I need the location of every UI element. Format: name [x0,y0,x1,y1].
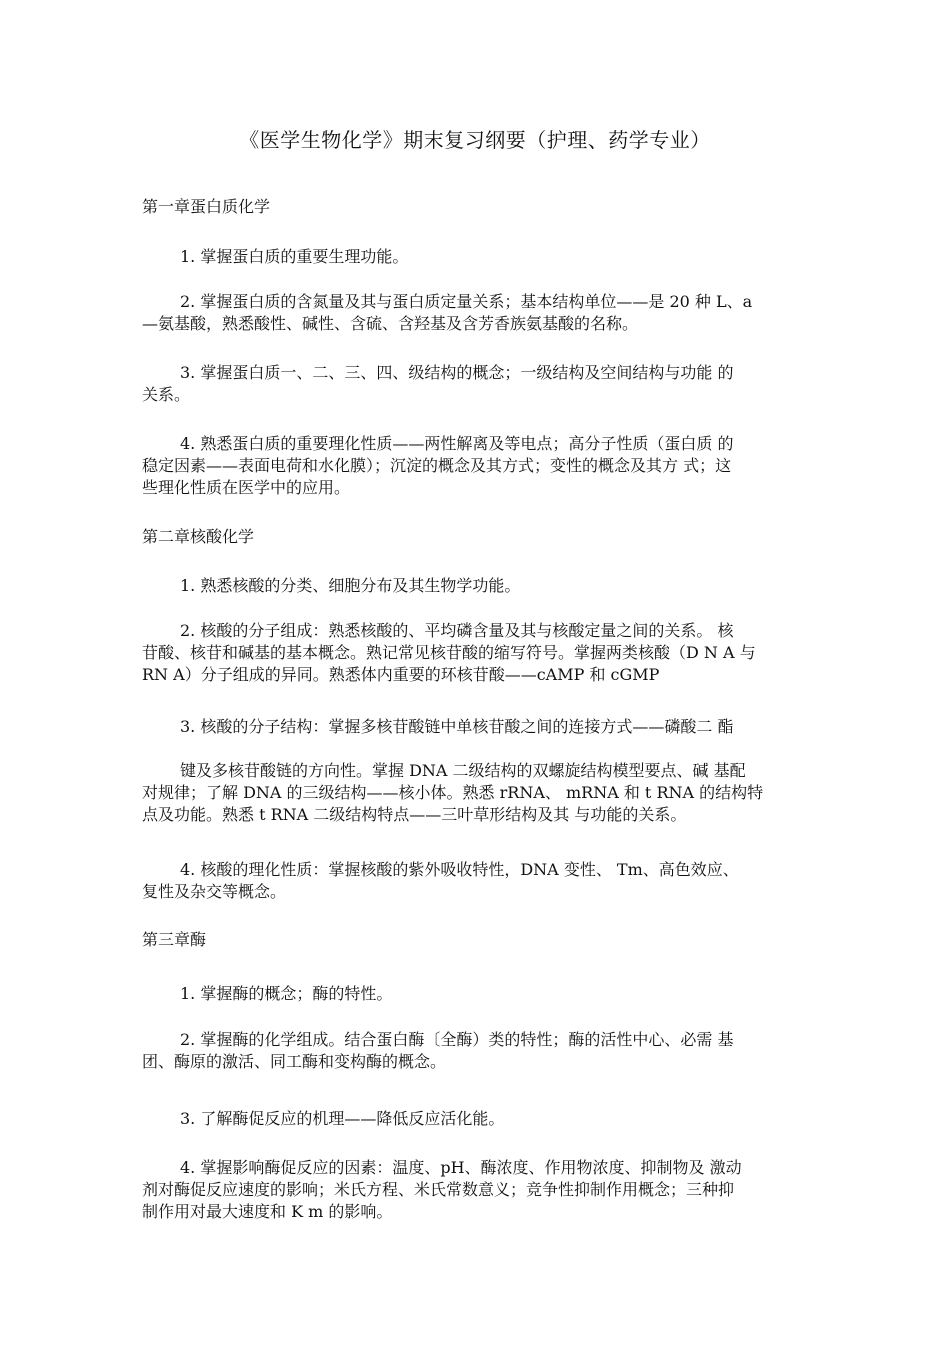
outline-line: 复性及杂交等概念。 [142,882,287,901]
outline-item [142,620,810,686]
outline-line: 对规律；了解 DNA 的三级结构——核小体。熟悉 rRNA、 mRNA 和 t RNA 的结构特 [142,783,764,802]
outline-item [142,575,848,597]
outline-line: 些理化性质在医学中的应用。 [142,478,351,497]
document-title: 《医学生物化学》期末复习纲要（护理、药学专业） [239,128,711,152]
outline-line: —氨基酸，熟悉酸性、碱性、含硫、含羟基及含芳香族氨基酸的名称。 [142,314,639,333]
outline-item [142,362,810,406]
outline-item [142,760,810,826]
outline-line: 稳定因素——表面电荷和水化膜）；沉淀的概念及其方式；变性的概念及其方 式；这 [142,456,732,475]
outline-item [142,716,848,738]
outline-line: 3. 掌握蛋白质一、二、三、四、级结构的概念；一级结构及空间结构与功能 的 [180,363,734,382]
outline-line: 4. 熟悉蛋白质的重要理化性质——两性解离及等电点；高分子性质（蛋白质 的 [180,434,734,453]
outline-line: 2. 掌握酶的化学组成。结合蛋白酶〔全酶）类的特性；酶的活性中心、必需 基 [180,1030,734,1049]
outline-item [142,859,810,903]
outline-line: 点及功能。熟悉 t RNA 二级结构特点——三叶草形结构及其 与功能的关系。 [142,805,687,824]
chapter-heading: 第三章酶 [142,930,207,949]
outline-line: 关系。 [142,385,191,404]
outline-item [142,291,810,335]
outline-line: 苷酸、核苷和碱基的基本概念。熟记常见核苷酸的缩写符号。掌握两类核酸（D N A 与 [142,643,756,662]
outline-item [142,983,848,1005]
outline-line: 2. 掌握蛋白质的含氮量及其与蛋白质定量关系；基本结构单位——是 20 种 L、a [180,292,753,311]
outline-line: 键及多核苷酸链的方向性。掌握 DNA 二级结构的双螺旋结构模型要点、碱 基配 [180,761,746,780]
outline-item [142,1108,848,1130]
chapter-heading: 第二章核酸化学 [142,527,255,546]
outline-line: RN A）分子组成的异同。熟悉体内重要的环核苷酸——cAMP 和 cGMP [142,665,660,684]
outline-line: 剂对酶促反应速度的影响；米氏方程、米氏常数意义；竞争性抑制作用概念；三种抑 [142,1180,735,1199]
outline-item [142,1029,810,1073]
outline-line: 4. 核酸的理化性质：掌握核酸的紫外吸收特性，DNA 变性、 Tm、高色效应、 [180,860,739,879]
outline-item [142,1157,810,1223]
outline-line: 制作用对最大速度和 K m 的影响。 [142,1202,393,1221]
outline-line: 3. 了解酶促反应的机理——降低反应活化能。 [180,1109,505,1128]
outline-line: 团、酶原的激活、同工酶和变构酶的概念。 [142,1052,447,1071]
outline-line: 4. 掌握影响酶促反应的因素：温度、pH、酶浓度、作用物浓度、抑制物及 激动 [180,1158,742,1177]
outline-item [142,433,810,499]
outline-line: 3. 核酸的分子结构：掌握多核苷酸链中单核苷酸之间的连接方式——磷酸二 酯 [180,717,734,736]
chapter-heading: 第一章蛋白质化学 [142,197,271,216]
outline-line: 2. 核酸的分子组成：熟悉核酸的、平均磷含量及其与核酸定量之间的关系。 核 [180,621,734,640]
outline-line: 1. 熟悉核酸的分类、细胞分布及其生物学功能。 [180,576,521,595]
outline-line: 1. 掌握蛋白质的重要生理功能。 [180,247,409,266]
outline-line: 1. 掌握酶的概念；酶的特性。 [180,984,393,1003]
outline-item [142,246,848,268]
